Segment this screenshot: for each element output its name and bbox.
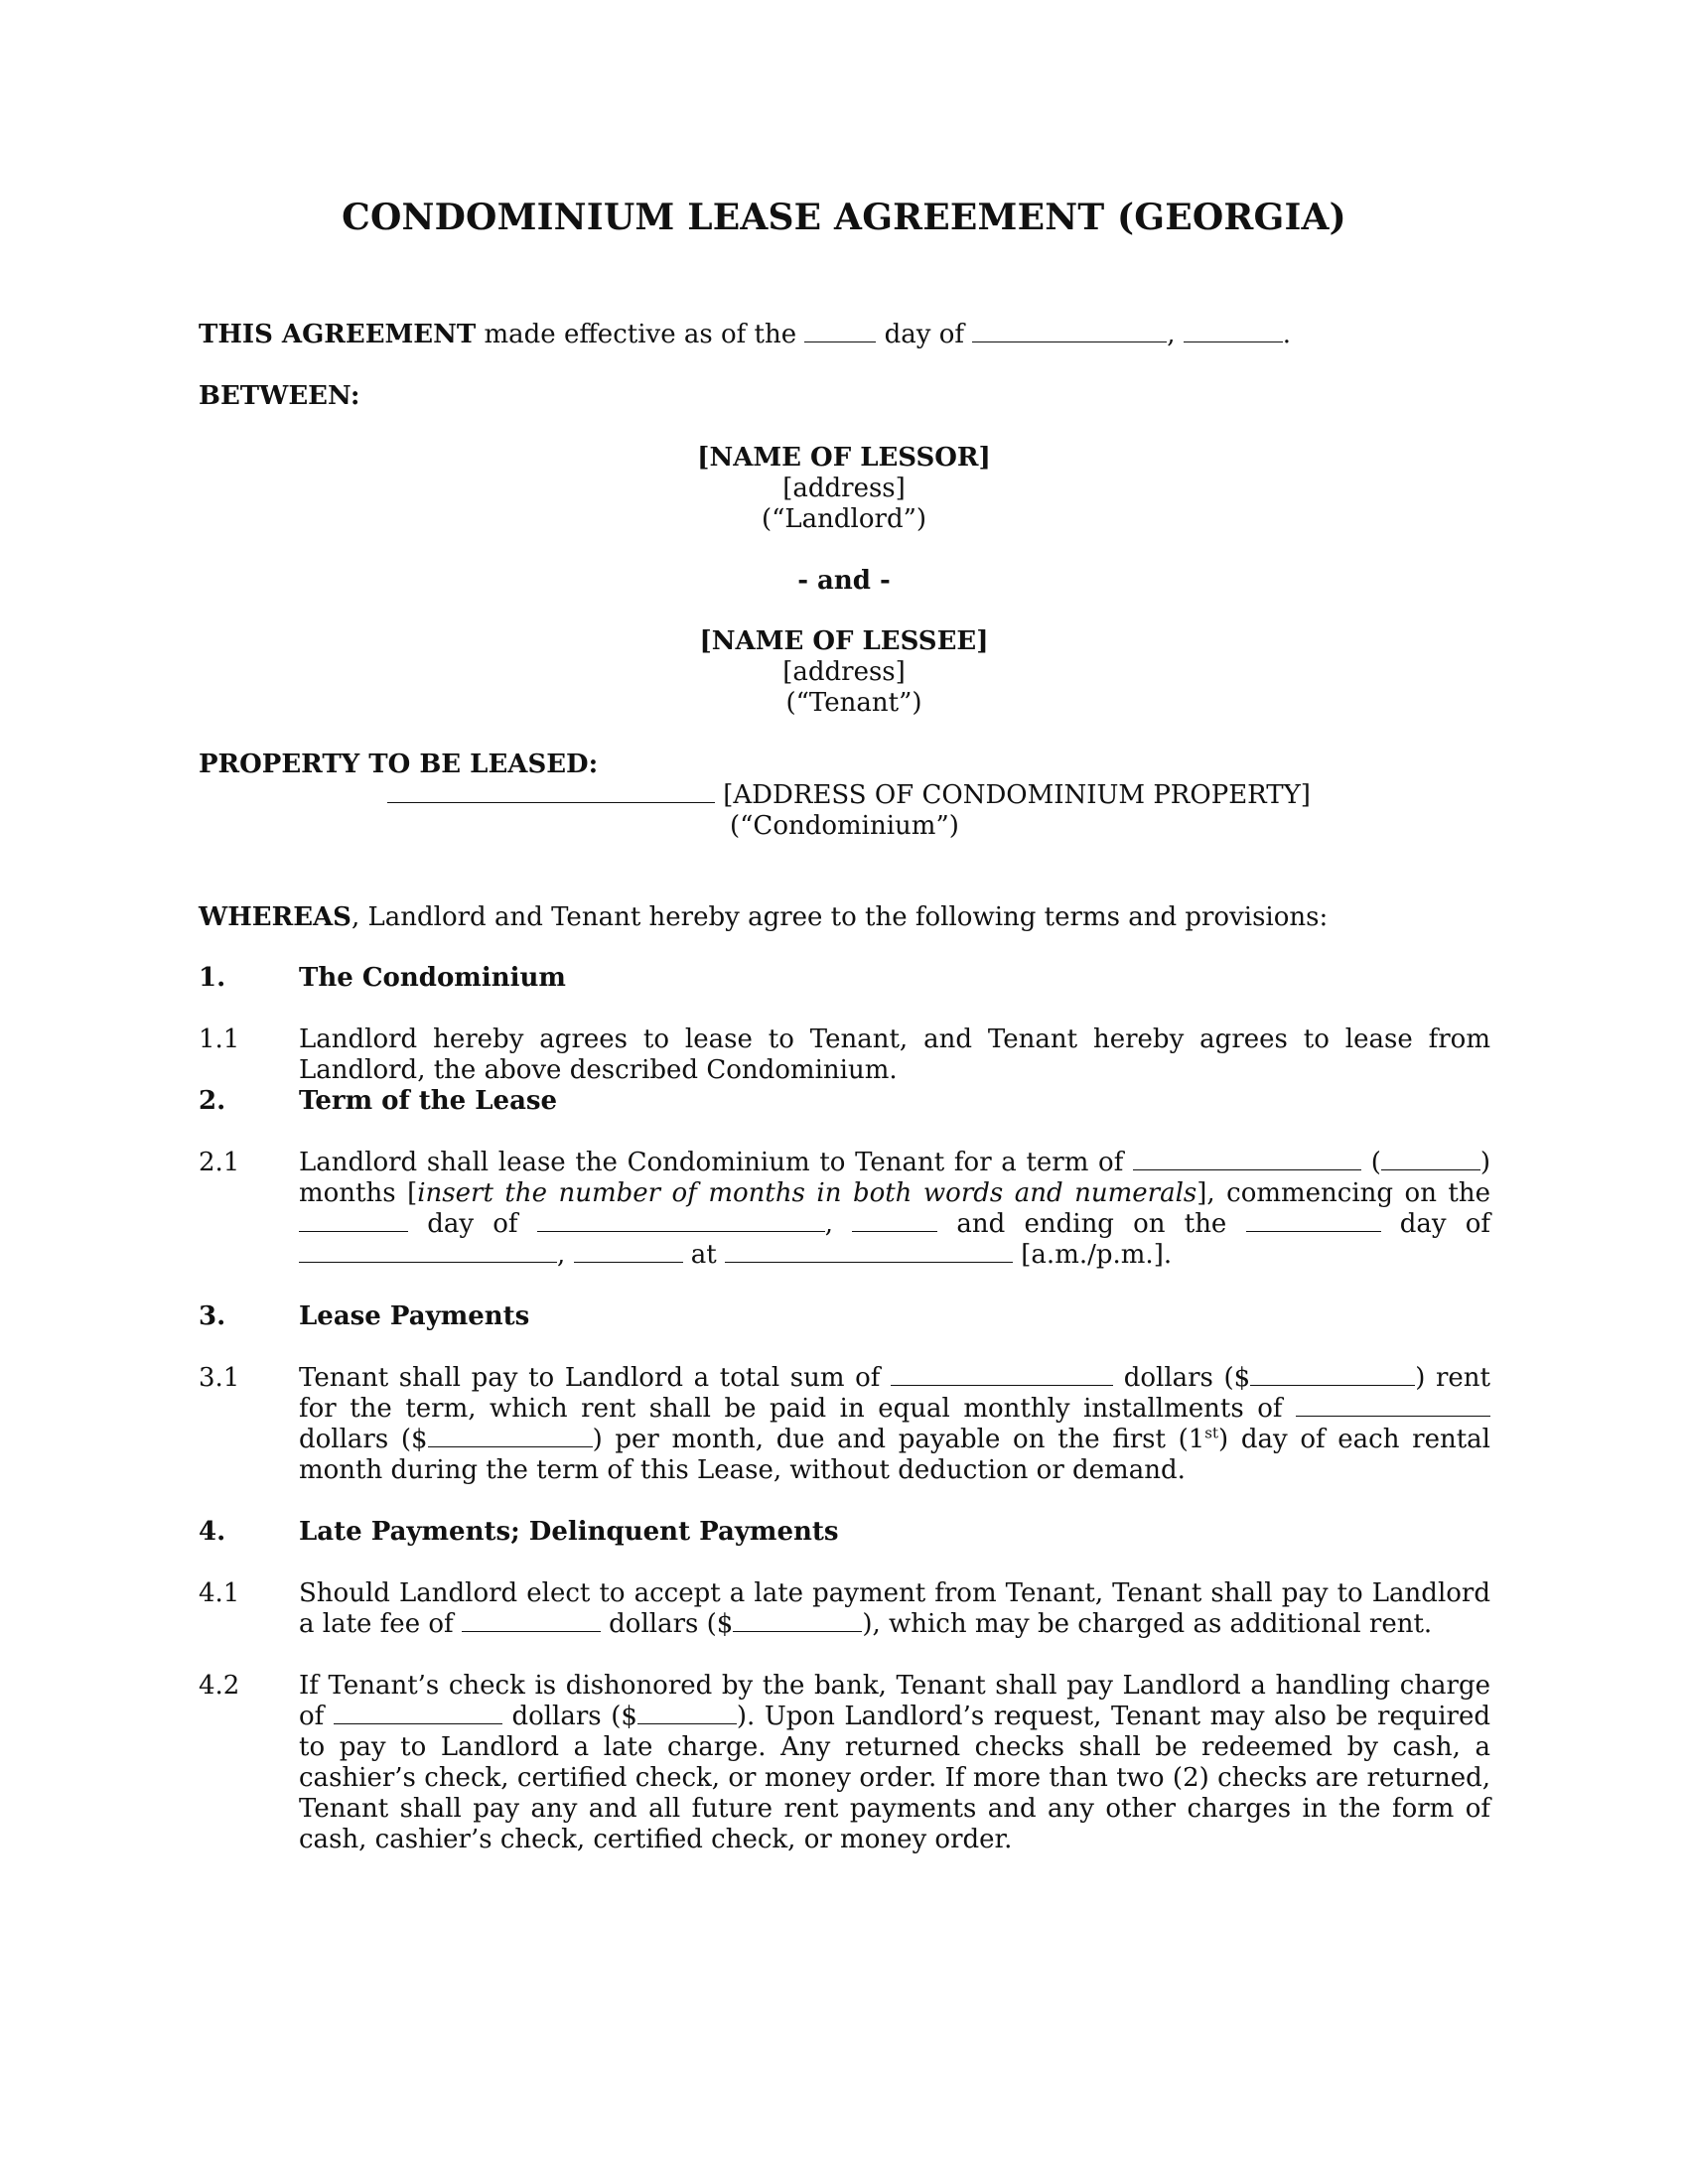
property-blank[interactable] [387,782,715,803]
s2-1-part-f: and ending on the [956,1209,1227,1239]
total-sum-amount-blank[interactable] [1250,1365,1415,1386]
end-year-blank[interactable] [574,1242,683,1263]
intro-lead: THIS AGREEMENT [199,320,477,349]
s2-1-part-b: months [ [299,1178,418,1208]
intro-text-2: day of [884,320,964,349]
s4-2-part-b: dollars ($ [511,1702,637,1731]
whereas-text: , Landlord and Tenant hereby agree to the following terms and provisions: [351,902,1329,932]
between-label: BETWEEN: [199,381,360,411]
lessor-name: [NAME OF LESSOR] [697,443,991,473]
term-words-blank[interactable] [1133,1150,1361,1170]
s2-1-part-e: day of [427,1209,518,1239]
section-3-title: Lease Payments [299,1301,530,1331]
whereas-lead: WHEREAS [199,902,352,932]
start-month-blank[interactable] [537,1211,825,1232]
s2-1-part-h: at [690,1240,717,1270]
section-2-1-text: Landlord shall lease the Condominium to Tenant for a term of ( ) months [insert the number of months in both words and numerals], commencing on the day of , and ending on the day of , at [a.m./p.m.]. [299,1148,1491,1270]
and-separator: - and - [797,566,891,596]
lessor-alias: (“Landlord”) [761,504,927,534]
section-4-number: 4. [199,1517,226,1547]
s3-1-part-a: Tenant shall pay to Landlord a total sum of [299,1363,881,1393]
section-3-1-number: 3.1 [199,1363,240,1393]
section-4-2-text [299,1671,1490,1855]
start-year-blank[interactable] [852,1211,937,1232]
s4-2-part-a: If Tenant’s check is dishonored by the bank, Tenant shall pay Landlord a handling charge of [299,1671,1490,1731]
s3-1-part-c: ) rent for the term, which rent shall be paid in equal monthly installments of [299,1363,1491,1424]
property-address: [ADDRESS OF CONDOMINIUM PROPERTY] [723,780,1311,810]
intro-line [199,320,1489,350]
year-blank[interactable] [1184,322,1283,342]
section-4-1-text [299,1578,1490,1640]
document-title: CONDOMINIUM LEASE AGREEMENT (GEORGIA) [342,197,1346,238]
monthly-words-blank[interactable] [1296,1396,1490,1417]
section-4-title: Late Payments; Delinquent Payments [299,1517,839,1547]
end-time-blank[interactable] [725,1242,1013,1263]
month-blank[interactable] [972,322,1167,342]
s4-1-part-c: ), which may be charged as additional rent. [862,1609,1433,1639]
whereas-line [199,902,1489,933]
lessor-address: [address] [782,474,906,503]
lessee-address: [address] [782,657,906,687]
intro-period: . [1282,320,1292,349]
property-heading: PROPERTY TO BE LEASED: [199,750,599,779]
section-2-1-number: 2.1 [199,1148,240,1177]
s2-1-part-g: day of [1399,1209,1491,1239]
s4-1-part-b: dollars ($ [609,1609,734,1639]
section-4-1-number: 4.1 [199,1578,240,1608]
intro-comma: , [1167,320,1176,349]
term-numerals-blank[interactable] [1381,1150,1480,1170]
s4-2-part-c: ). Upon Landlord’s request, Tenant may also be required to pay to Landlord a late charge. Any returned checks shall be redeemed by cash, a cashier’s check, certified check, or money order. If more than two (2) checks are returned, Tenant shall pay any and all future rent payments and any other charges in the form of cash, cashier’s check, certified check, or money order. [299,1702,1491,1854]
monthly-amount-blank[interactable] [428,1427,593,1447]
end-day-blank[interactable] [1246,1211,1381,1232]
s3-1-part-b: dollars ($ [1123,1363,1251,1393]
total-sum-words-blank[interactable] [891,1365,1113,1386]
section-1-title: The Condominium [299,963,566,993]
handling-charge-amount-blank[interactable] [637,1704,737,1724]
s3-1-part-e: ) per month, due and payable on the first (1 [592,1425,1205,1454]
s3-1-superscript: st [1204,1424,1219,1442]
section-2-title: Term of the Lease [299,1086,558,1116]
s2-1-part-a: Landlord shall lease the Condominium to Tenant for a term of [299,1148,1124,1177]
start-day-blank[interactable] [299,1211,408,1232]
late-fee-amount-blank[interactable] [733,1611,862,1632]
late-fee-words-blank[interactable] [462,1611,601,1632]
property-alias: (“Condominium”) [730,811,959,841]
section-2-number: 2. [199,1086,226,1116]
end-month-blank[interactable] [299,1242,557,1263]
section-1-1-text: Landlord hereby agrees to lease to Tenant, and Tenant hereby agrees to lease from Landlord, the above described Condominium. [299,1024,1490,1085]
lessee-alias: (“Tenant”) [785,688,922,718]
section-3-1-text [299,1363,1490,1486]
property-line [387,780,1479,811]
s2-1-part-i: [a.m./p.m.]. [1021,1240,1173,1270]
intro-text-1: made effective as of the [484,320,797,349]
section-3-number: 3. [199,1301,226,1331]
s3-1-part-d: dollars ($ [299,1425,428,1454]
s3-1-part-f: ) day of each rental month during the term of this Lease, without deduction or demand. [299,1425,1490,1485]
day-blank[interactable] [804,322,876,342]
s2-1-part-d: ], commencing on the [1196,1178,1491,1208]
s4-1-part-a: Should Landlord elect to accept a late payment from Tenant, Tenant shall pay to Landlord a late fee of [299,1578,1490,1639]
section-1-number: 1. [199,963,226,993]
handling-charge-words-blank[interactable] [334,1704,502,1724]
s2-1-instruction: insert the number of months in both words and numerals [417,1178,1197,1208]
lessee-name: [NAME OF LESSEE] [699,626,989,656]
section-4-2-number: 4.2 [199,1671,240,1701]
section-1-1-number: 1.1 [199,1024,240,1054]
